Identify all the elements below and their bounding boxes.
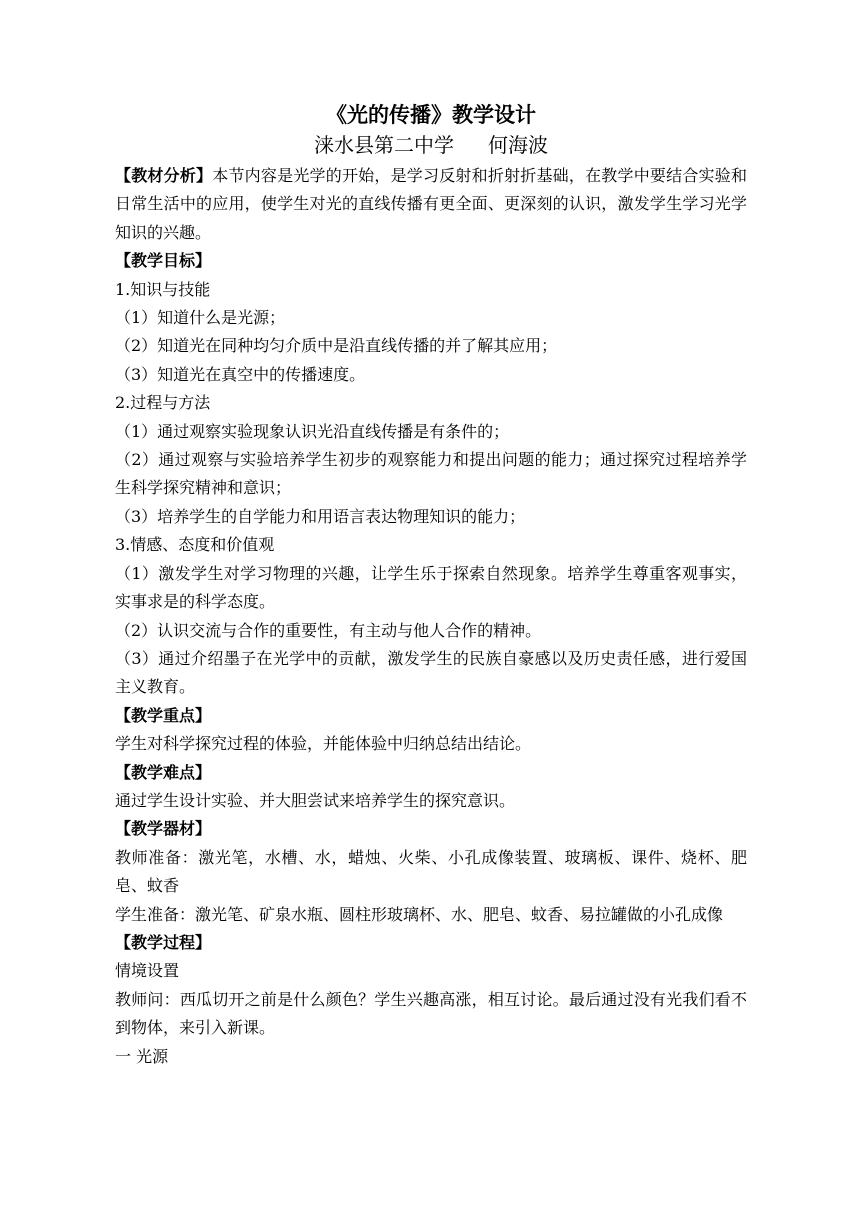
procedure-heading: 【教学过程】 (115, 932, 212, 952)
analysis-text: 本节内容是光学的开始，是学习反射和折射折基础，在教学中要结合实验和日常生活中的应用，使学生对光的直线传播有更全面、更深刻的认识，激发学生学习光学知识的兴趣。 (115, 166, 747, 242)
document-page (115, 100, 747, 1071)
document-title: 《光的传播》教学设计 (326, 102, 536, 127)
materials-heading: 【教学器材】 (115, 819, 212, 839)
goal-item: （2）认识交流与合作的重要性，有主动与他人合作的精神。 (115, 620, 542, 640)
goal-knowledge-title: 1.知识与技能 (115, 279, 211, 299)
goal-process-title: 2.过程与方法 (115, 393, 211, 413)
teacher-materials: 教师准备：激光笔，水槽、水，蜡烛、火柴、小孔成像装置、玻璃板、课件、烧杯、肥皂、蚊香 (115, 847, 747, 896)
student-materials: 学生准备：激光笔、矿泉水瓶、圆柱形玻璃杯、水、肥皂、蚊香、易拉罐做的小孔成像 (115, 904, 724, 924)
goal-item: （2）通过观察与实验培养学生初步的观察能力和提出问题的能力；通过探究过程培养学生科学探究精神和意识； (115, 450, 747, 498)
goal-attitude-title: 3.情感、态度和价值观 (115, 535, 275, 555)
difficulties-heading: 【教学难点】 (115, 762, 212, 782)
scene-setting: 情境设置 (115, 961, 180, 981)
author-name: 何海波 (488, 133, 548, 157)
analysis-paragraph (115, 162, 747, 247)
section-light-source: 一 光源 (115, 1046, 169, 1066)
teacher-question: 教师问：西瓜切开之前是什么颜色？学生兴趣高涨，相互讨论。最后通过没有光我们看不到物体，来引入新课。 (115, 989, 747, 1038)
school-name: 涞水县第二中学 (314, 133, 454, 157)
analysis-heading: 【教材分析】 (115, 166, 213, 185)
goal-item: （3）知道光在真空中的传播速度。 (115, 364, 366, 384)
goal-item: （3）培养学生的自学能力和用语言表达物理知识的能力； (115, 506, 526, 526)
goal-item: （1）通过观察实验现象认识光沿直线传播是有条件的； (115, 421, 510, 441)
goal-item: （1）激发学生对学习物理的兴趣，让学生乐于探索自然现象。培养学生尊重客观事实，实事求是的科学态度。 (115, 563, 747, 612)
goal-item: （3）通过介绍墨子在光学中的贡献，激发学生的民族自豪感以及历史责任感，进行爱国主义教育。 (115, 648, 747, 697)
document-byline (115, 130, 747, 160)
goals-heading: 【教学目标】 (115, 251, 212, 271)
key-points-heading: 【教学重点】 (115, 705, 212, 725)
goal-item: （1）知道什么是光源； (115, 308, 286, 328)
goal-item: （2）知道光在同种均匀介质中是沿直线传播的并了解其应用； (115, 336, 558, 356)
difficulties-text: 通过学生设计实验、并大胆尝试来培养学生的探究意识。 (115, 790, 516, 810)
key-points-text: 学生对科学探究过程的体验，并能体验中归纳总结出结论。 (115, 734, 532, 754)
